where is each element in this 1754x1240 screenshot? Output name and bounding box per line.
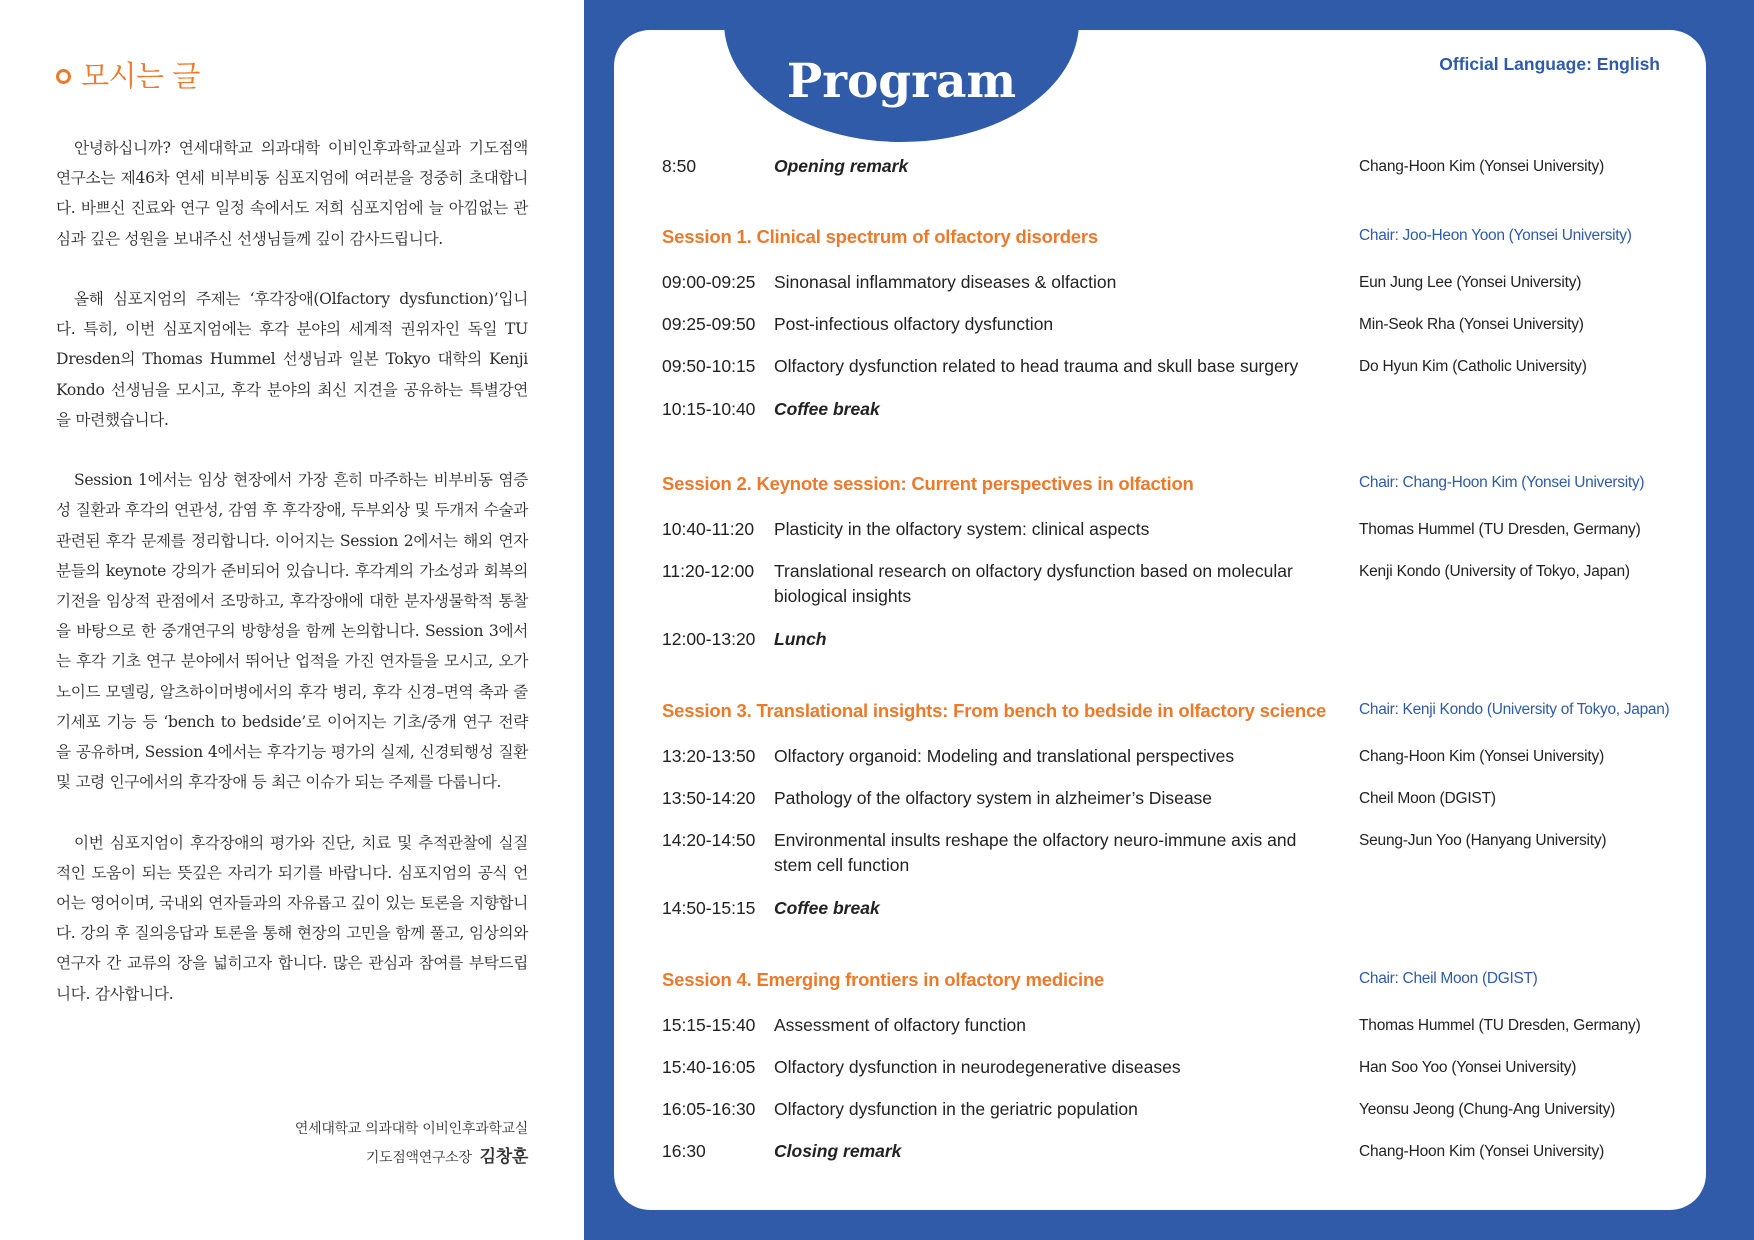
row-topic: Translational research on olfactory dysfunction based on molecular biological insights xyxy=(774,561,1293,606)
row-time: 10:40-11:20 xyxy=(662,519,755,539)
row-speaker: Yeonsu Jeong (Chung-Ang University) xyxy=(1359,1101,1616,1118)
row-time: 10:15-10:40 xyxy=(662,399,756,419)
row-topic: Post-infectious olfactory dysfunction xyxy=(774,314,1054,334)
session-title: Session 2. Keynote session: Current perspectives in olfaction xyxy=(662,473,1194,494)
row-topic: Lunch xyxy=(774,629,827,649)
signature-name: 김창훈 xyxy=(479,1147,528,1167)
program-card xyxy=(614,30,1706,1210)
row-speaker: Chang-Hoon Kim (Yonsei University) xyxy=(1359,158,1605,175)
row-time: 16:30 xyxy=(662,1141,706,1161)
row-topic: Environmental insults reshape the olfactory neuro-immune axis and stem cell function xyxy=(774,830,1297,875)
row-time: 13:50-14:20 xyxy=(662,788,756,808)
row-topic: Pathology of the olfactory system in alzheimer’s Disease xyxy=(774,788,1213,808)
row-topic: Plasticity in the olfactory system: clinical aspects xyxy=(774,519,1150,539)
row-time: 13:20-13:50 xyxy=(662,746,756,766)
row-topic: Coffee break xyxy=(774,898,880,918)
row-speaker: Thomas Hummel (TU Dresden, Germany) xyxy=(1359,521,1641,538)
row-topic: Olfactory organoid: Modeling and translational perspectives xyxy=(774,746,1235,766)
row-speaker: Chang-Hoon Kim (Yonsei University) xyxy=(1359,1143,1605,1160)
row-speaker: Kenji Kondo (University of Tokyo, Japan) xyxy=(1359,563,1630,580)
official-language: Official Language: English xyxy=(1439,54,1660,74)
program-panel xyxy=(584,0,1754,1240)
row-topic: Opening remark xyxy=(774,156,909,176)
row-topic: Sinonasal inflammatory diseases & olfaction xyxy=(774,272,1117,292)
row-speaker: Chang-Hoon Kim (Yonsei University) xyxy=(1359,748,1605,765)
letter-paragraph: 안녕하십니까? 연세대학교 의과대학 이비인후과학교실과 기도점액연구소는 제46차 연세 비부비동 심포지엄에 여러분을 정중히 초대합니다. 바쁘신 진료와 연구 일정 속에서도 저희 심포지엄에 늘 아낌없는 관심과 깊은 성원을 보내주신 선생님들께 깊이 감사드립니다. xyxy=(56,139,528,248)
row-speaker: Do Hyun Kim (Catholic University) xyxy=(1359,358,1587,375)
row-time: 09:50-10:15 xyxy=(662,356,756,376)
invitation-panel xyxy=(0,0,584,1240)
session-title: Session 3. Translational insights: From bench to bedside in olfactory science xyxy=(662,700,1327,721)
circle-bullet-icon xyxy=(56,69,71,84)
row-time: 12:00-13:20 xyxy=(662,629,756,649)
letter-paragraph: Session 1에서는 임상 현장에서 가장 흔히 마주하는 비부비동 염증성 질환과 후각의 연관성, 감염 후 후각장애, 두부외상 및 두개저 수술과 관련된 후각 문제를 정리합니다. 이어지는 Session 2에서는 해외 연자분들의 keynote 강의가 준비되어 있습니다. 후각계의 가소성과 회복의 기전을 임상적 관점에서 조망하고, 후각장애에 대한 분자생물학적 통찰을 바탕으로 한 중개연구의 방향성을 함께 논의합니다. Session 3에서는 후각 기초 연구 분야에서 뛰어난 업적을 가진 연자들을 모시고, 오가노이드 모델링, 알츠하이머병에서의 후각 병리, 후각 신경–면역 축과 줄기세포 기능 등 ‘bench to bedside’로 이어지는 기초/중개 연구 전략을 공유하며, Session 4에서는 후각기능 평가의 실제, 신경퇴행성 질환 및 고령 인구에서의 후각장애 등 최근 이슈가 되는 주제를 다룹니다. xyxy=(56,471,528,792)
row-topic: Coffee break xyxy=(774,399,880,419)
session-chair: Chair: Chang-Hoon Kim (Yonsei University) xyxy=(1359,474,1645,491)
row-topic: Olfactory dysfunction in the geriatric population xyxy=(774,1099,1138,1119)
row-time: 14:50-15:15 xyxy=(662,898,756,918)
row-topic: Olfactory dysfunction in neurodegenerative diseases xyxy=(774,1057,1181,1077)
session-title: Session 1. Clinical spectrum of olfactory disorders xyxy=(662,226,1098,247)
session-title: Session 4. Emerging frontiers in olfactory medicine xyxy=(662,969,1105,990)
row-time: 8:50 xyxy=(662,156,697,176)
row-speaker: Eun Jung Lee (Yonsei University) xyxy=(1359,274,1582,291)
session-chair: Chair: Cheil Moon (DGIST) xyxy=(1359,970,1538,987)
signature-affiliation: 연세대학교 의과대학 이비인후과학교실 xyxy=(294,1121,528,1137)
row-topic: Closing remark xyxy=(774,1141,902,1161)
row-time: 09:25-09:50 xyxy=(662,314,756,334)
invitation-heading xyxy=(56,54,200,95)
row-time: 15:15-15:40 xyxy=(662,1015,756,1035)
row-time: 16:05-16:30 xyxy=(662,1099,756,1119)
row-topic: Olfactory dysfunction related to head trauma and skull base surgery xyxy=(774,356,1299,376)
letter-paragraph: 이번 심포지엄이 후각장애의 평가와 진단, 치료 및 추적관찰에 실질적인 도움이 되는 뜻깊은 자리가 되기를 바랍니다. 심포지엄의 공식 언어는 영어이며, 국내외 연자들과의 자유롭고 깊이 있는 토론을 지향합니다. 강의 후 질의응답과 토론을 통해 현장의 고민을 함께 풀고, 임상의와 연구자 간 교류의 장을 넓히고자 합니다. 많은 관심과 참여를 부탁드립니다. 감사합니다. xyxy=(56,833,528,1003)
session-chair: Chair: Kenji Kondo (University of Tokyo, Japan) xyxy=(1359,701,1670,718)
row-time: 15:40-16:05 xyxy=(662,1057,756,1077)
session-chair: Chair: Joo-Heon Yoon (Yonsei University) xyxy=(1359,227,1632,244)
row-speaker: Seung-Jun Yoo (Hanyang University) xyxy=(1359,832,1607,849)
row-time: 14:20-14:50 xyxy=(662,830,756,850)
row-speaker: Min-Seok Rha (Yonsei University) xyxy=(1359,316,1584,333)
row-time: 11:20-12:00 xyxy=(662,561,755,581)
row-speaker: Han Soo Yoo (Yonsei University) xyxy=(1359,1059,1577,1076)
invitation-title: 모시는 글 xyxy=(81,59,200,93)
signature-position: 기도점액연구소장 xyxy=(365,1150,472,1166)
invitation-letter xyxy=(56,133,528,1039)
row-topic: Assessment of olfactory function xyxy=(774,1015,1026,1035)
letter-paragraph: 올해 심포지엄의 주제는 ‘후각장애(Olfactory dysfunction)’입니다. 특히, 이번 심포지엄에는 후각 분야의 세계적 권위자인 독일 TU Dresden의 Thomas Hummel 선생님과 일본 Tokyo 대학의 Kenji Kondo 선생님을 모시고, 후각 분야의 최신 지견을 공유하는 특별강연을 마련했습니다. xyxy=(56,290,528,429)
row-speaker: Thomas Hummel (TU Dresden, Germany) xyxy=(1359,1017,1641,1034)
program-title: Program xyxy=(786,54,1017,109)
program-title-tab xyxy=(724,0,1079,142)
row-speaker: Cheil Moon (DGIST) xyxy=(1359,790,1496,807)
row-time: 09:00-09:25 xyxy=(662,272,756,292)
signature-block xyxy=(56,1115,528,1172)
